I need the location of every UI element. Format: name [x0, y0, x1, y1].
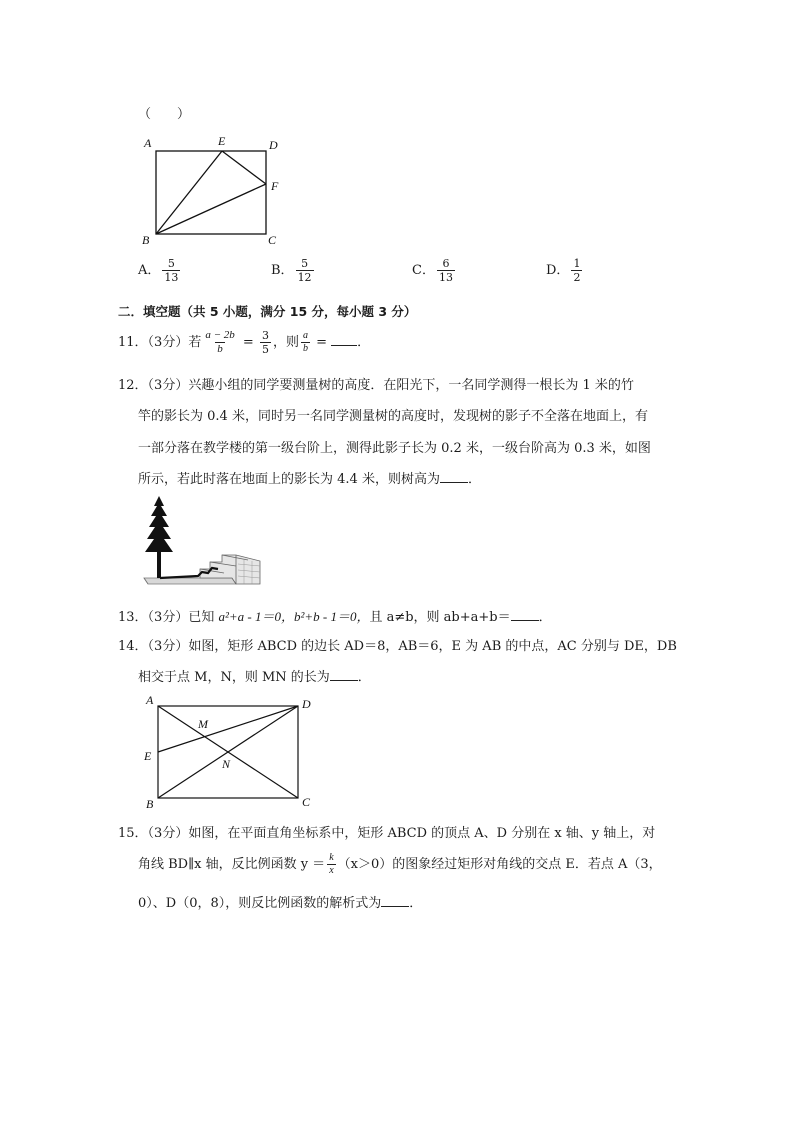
q12-line4: 所示，若此时落在地面上的影长为 4.4 米，则树高为 — [138, 472, 440, 487]
q10-label-C: C — [268, 233, 277, 247]
ground — [144, 578, 236, 584]
q15-frac-den: x — [329, 865, 334, 876]
q11-prefix: 11．（3分）若 — [118, 335, 202, 350]
q14-answer-blank[interactable] — [330, 670, 358, 681]
q13-eq2: b²+b - 1＝0， — [293, 609, 370, 624]
q14-label-C: C — [302, 795, 311, 809]
q12-line4-wrap — [138, 468, 481, 487]
q15-end: ． — [409, 896, 423, 911]
q11-mid: ，则 — [272, 335, 299, 350]
q13-answer-blank[interactable] — [511, 610, 539, 621]
q15-line3-wrap — [138, 892, 422, 911]
option-den: 13 — [164, 271, 179, 284]
q12-line2: 竿的影长为 0.4 米，同时另一名同学测量树的高度时，发现树的影子不全落在地面上，有 — [138, 409, 648, 424]
option-letter: B． — [271, 263, 294, 278]
q13-end: ． — [538, 610, 552, 625]
q14-line-ED — [158, 706, 298, 752]
option-num: 5 — [301, 257, 309, 270]
q14-label-E: E — [144, 749, 152, 763]
q10-line-BE — [156, 151, 222, 234]
q10-option-D — [546, 258, 584, 283]
q15-line1: 15．（3分）如图，在平面直角坐标系中，矩形 ABCD 的顶点 A、D 分别在 x 轴、y 轴上，对 — [118, 826, 656, 841]
q10-option-A — [138, 258, 182, 283]
q10-label-F: F — [271, 179, 279, 193]
tree-crown — [145, 496, 173, 552]
q11-end: ． — [357, 335, 371, 350]
q10-line-BF — [156, 184, 266, 234]
option-letter: A． — [138, 263, 161, 278]
q14-label-B: B — [146, 797, 154, 811]
q15-line2b: （x＞0）的图象经过矩形对角线的交点 E．若点 A（3， — [337, 857, 662, 872]
q10-rectangle — [156, 151, 266, 234]
option-den: 2 — [573, 271, 581, 284]
q13-cond: 且 a≠b，则 ab+a+b＝ — [369, 610, 511, 625]
option-den: 13 — [438, 271, 453, 284]
q11-frac1-num: a − 2b — [205, 329, 235, 341]
q14-label-A: A — [146, 693, 154, 707]
q11-frac1-den: b — [217, 343, 223, 355]
tree-trunk — [157, 550, 161, 578]
q14-line2-wrap — [138, 666, 371, 685]
q10-figure — [138, 130, 288, 248]
q10-label-D: D — [269, 138, 278, 152]
q10-option-B — [271, 258, 316, 283]
q15-line2a: 角线 BD∥x 轴，反比例函数 y ＝ — [138, 857, 326, 872]
option-num: 1 — [573, 257, 581, 270]
q11-eq2: = — [311, 335, 332, 350]
q14-label-N: N — [222, 757, 231, 771]
q12-end: ． — [467, 472, 481, 487]
option-num: 5 — [167, 257, 175, 270]
q11 — [118, 330, 370, 355]
q10-label-E: E — [218, 134, 226, 148]
q11-frac2-den: 5 — [261, 343, 269, 356]
q11-frac3-num: a — [302, 330, 308, 341]
q15-line2 — [138, 853, 662, 876]
option-den: 12 — [297, 271, 312, 284]
q10-line-EF — [222, 151, 266, 184]
q10-label-B: B — [142, 233, 150, 247]
q11-answer-blank[interactable] — [331, 335, 357, 346]
q10-option-C — [412, 258, 457, 283]
q13-prefix: 13．（3分）已知 — [118, 610, 219, 625]
q14-figure — [138, 692, 328, 812]
option-letter: D． — [546, 263, 570, 278]
section-2-title: 二．填空题（共 5 小题，满分 15 分，每小题 3 分） — [118, 304, 417, 319]
q12-tree-figure — [140, 494, 262, 592]
q13-eq1: a²+a - 1＝0， — [218, 609, 294, 624]
q13 — [118, 606, 552, 625]
q15-answer-blank[interactable] — [381, 896, 409, 907]
q15-line3: 0）、D（0，8），则反比例函数的解析式为 — [138, 896, 382, 911]
q10-paren: （ ） — [138, 107, 191, 122]
q10-label-A: A — [144, 136, 152, 150]
q15-frac-num: k — [329, 852, 334, 863]
q14-line2: 相交于点 M，N，则 MN 的长为 — [138, 670, 330, 685]
q11-frac2-num: 3 — [261, 329, 269, 342]
q14-label-M: M — [198, 717, 208, 731]
q14-line1: 14．（3分）如图，矩形 ABCD 的边长 AD＝8，AB＝6，E 为 AB 的中点，AC 分别与 DE，DB — [118, 639, 677, 654]
q11-frac3-den: b — [302, 343, 308, 354]
option-num: 6 — [442, 257, 450, 270]
q12-answer-blank[interactable] — [440, 472, 468, 483]
q14-label-D: D — [302, 697, 311, 711]
q12-line1: 12．（3分）兴趣小组的同学要测量树的高度．在阳光下，一名同学测得一根长为 1 米的竹 — [118, 378, 634, 393]
option-letter: C． — [412, 263, 435, 278]
q12-line3: 一部分落在教学楼的第一级台阶上，测得此影子长为 0.2 米，一级台阶高为 0.3 米，如图 — [138, 441, 651, 456]
q14-end: ． — [357, 670, 371, 685]
q11-eq: = — [238, 335, 258, 350]
